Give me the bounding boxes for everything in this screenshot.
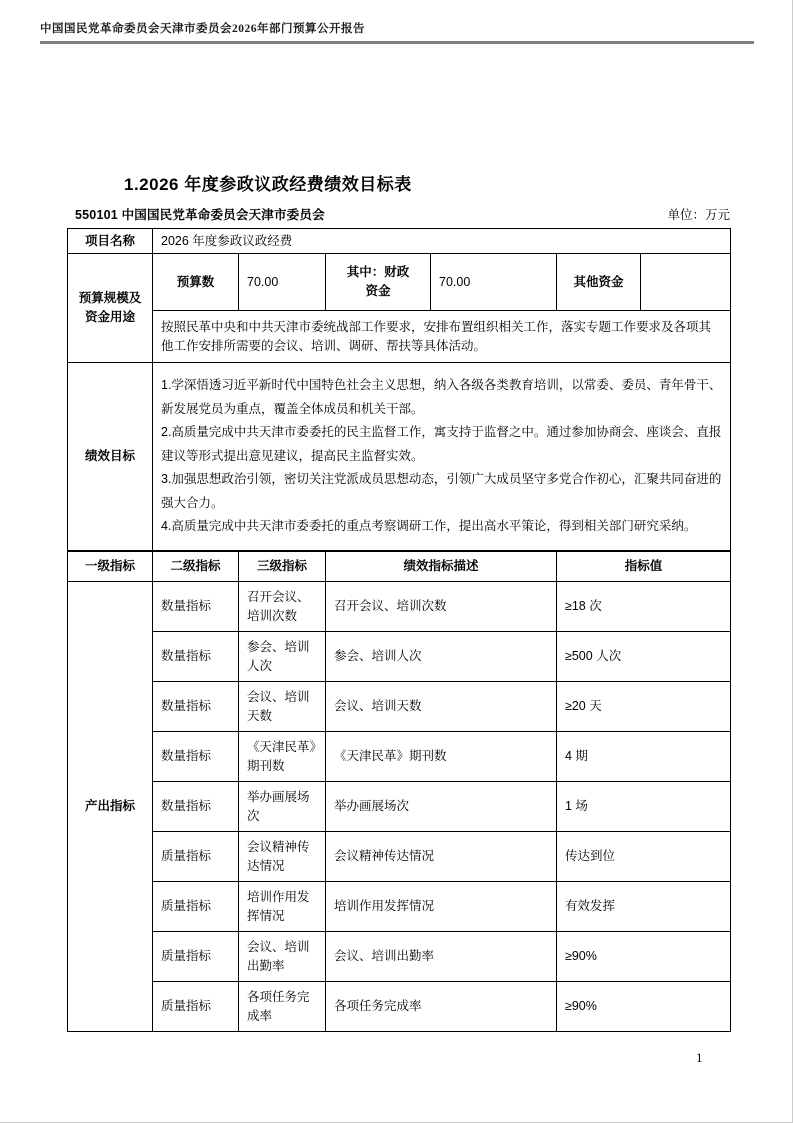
desc-cell: 《天津民革》期刊数 <box>326 732 557 782</box>
goal-item-4: 4.高质量完成中共天津市委委托的重点考察调研工作，提出高水平策论，得到相关部门研究采纳。 <box>161 519 697 533</box>
level3-cell: 会议精神传达情况 <box>239 832 326 882</box>
indicator-row <box>68 932 731 982</box>
desc-cell: 会议、培训出勤率 <box>326 932 557 982</box>
goal-content <box>153 363 731 551</box>
indicator-row <box>68 732 731 782</box>
level3-cell: 举办画展场次 <box>239 782 326 832</box>
goal-item-3: 3.加强思想政治引领，密切关注党派成员思想动态，引领广大成员坚守多党合作初心，汇聚共同奋进的强大合力。 <box>161 472 722 510</box>
value-cell: ≥20 天 <box>557 682 731 732</box>
indicator-row <box>68 882 731 932</box>
value-cell: 1 场 <box>557 782 731 832</box>
level3-cell: 各项任务完成率 <box>239 982 326 1032</box>
header-level3: 三级指标 <box>239 551 326 582</box>
project-name-value: 2026 年度参政议政经费 <box>153 229 731 254</box>
value-cell: ≥500 人次 <box>557 632 731 682</box>
level3-cell: 《天津民革》期刊数 <box>239 732 326 782</box>
indicator-row <box>68 682 731 732</box>
level3-cell: 召开会议、培训次数 <box>239 582 326 632</box>
fiscal-funds-value: 70.00 <box>431 254 557 311</box>
fiscal-funds-label-text: 其中：财政资金 <box>346 265 410 298</box>
project-name-label: 项目名称 <box>68 229 153 254</box>
level3-cell: 参会、培训人次 <box>239 632 326 682</box>
subtitle-row <box>67 205 730 223</box>
usage-text: 按照民革中央和中共天津市委统战部工作要求，安排布置组织相关工作，落实专题工作要求及各项其他工作安排所需要的会议、培训、调研、帮扶等具体活动。 <box>153 311 731 363</box>
indicator-row <box>68 982 731 1032</box>
goal-label: 绩效目标 <box>68 363 153 551</box>
level1-cell: 产出指标 <box>68 582 153 1032</box>
level2-cell: 质量指标 <box>153 982 239 1032</box>
indicator-row <box>68 632 731 682</box>
header-level1: 一级指标 <box>68 551 153 582</box>
level2-cell: 质量指标 <box>153 932 239 982</box>
value-cell: ≥18 次 <box>557 582 731 632</box>
fiscal-funds-label <box>326 254 431 311</box>
indicator-row <box>68 832 731 882</box>
desc-cell: 会议精神传达情况 <box>326 832 557 882</box>
performance-target-table <box>67 228 731 1032</box>
budget-row <box>68 254 731 311</box>
level2-cell: 质量指标 <box>153 832 239 882</box>
budget-number-value: 70.00 <box>239 254 326 311</box>
level2-cell: 数量指标 <box>153 632 239 682</box>
desc-cell: 会议、培训天数 <box>326 682 557 732</box>
level2-cell: 数量指标 <box>153 582 239 632</box>
indicator-row <box>68 582 731 632</box>
level3-cell: 会议、培训天数 <box>239 682 326 732</box>
usage-row <box>68 311 731 363</box>
other-funds-label: 其他资金 <box>557 254 641 311</box>
level2-cell: 数量指标 <box>153 782 239 832</box>
indicator-header-row <box>68 551 731 582</box>
other-funds-value <box>641 254 731 311</box>
level2-cell: 数量指标 <box>153 732 239 782</box>
value-cell: ≥90% <box>557 982 731 1032</box>
header-level2: 二级指标 <box>153 551 239 582</box>
value-cell: 4 期 <box>557 732 731 782</box>
value-cell: ≥90% <box>557 932 731 982</box>
project-name-row <box>68 229 731 254</box>
value-cell: 传达到位 <box>557 832 731 882</box>
unit-label: 单位：万元 <box>667 208 730 222</box>
indicator-row <box>68 782 731 832</box>
level3-cell: 培训作用发挥情况 <box>239 882 326 932</box>
desc-cell: 举办画展场次 <box>326 782 557 832</box>
header-rule <box>40 41 754 44</box>
desc-cell: 参会、培训人次 <box>326 632 557 682</box>
budget-number-label: 预算数 <box>153 254 239 311</box>
goal-item-2: 2.高质量完成中共天津市委委托的民主监督工作，寓支持于监督之中。通过参加协商会、座谈会、直报建议等形式提出意见建议，提高民主监督实效。 <box>161 425 722 463</box>
level2-cell: 质量指标 <box>153 882 239 932</box>
report-header: 中国国民党革命委员会天津市委员会2026年部门预算公开报告 <box>40 23 365 35</box>
level3-cell: 会议、培训出勤率 <box>239 932 326 982</box>
page-number: 1 <box>696 1050 703 1065</box>
budget-scope-label <box>68 254 153 363</box>
goal-item-1: 1.学深悟透习近平新时代中国特色社会主义思想，纳入各级各类教育培训，以常委、委员、青年骨干、新发展党员为重点，覆盖全体成员和机关干部。 <box>161 378 722 416</box>
goal-row <box>68 363 731 551</box>
header-value: 指标值 <box>557 551 731 582</box>
level2-cell: 数量指标 <box>153 682 239 732</box>
value-cell: 有效发挥 <box>557 882 731 932</box>
desc-cell: 培训作用发挥情况 <box>326 882 557 932</box>
page-title: 1.2026 年度参政议政经费绩效目标表 <box>124 175 412 194</box>
desc-cell: 各项任务完成率 <box>326 982 557 1032</box>
budget-scope-label-text: 预算规模及资金用途 <box>78 291 142 324</box>
org-code: 550101 中国国民党革命委员会天津市委员会 <box>75 208 325 222</box>
desc-cell: 召开会议、培训次数 <box>326 582 557 632</box>
header-desc: 绩效指标描述 <box>326 551 557 582</box>
